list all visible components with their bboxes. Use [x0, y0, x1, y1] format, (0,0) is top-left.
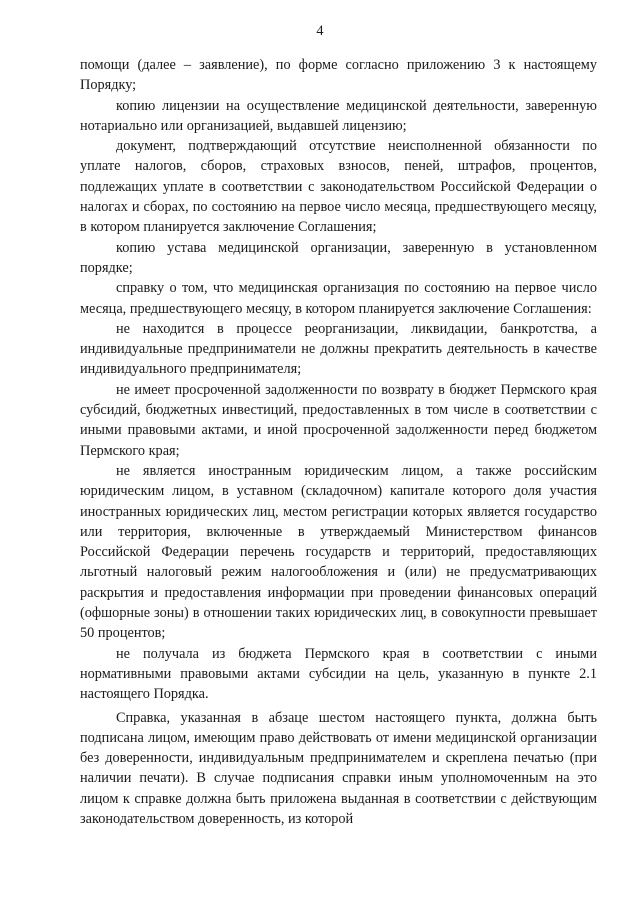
document-body — [80, 55, 597, 829]
paragraph-application-form: помощи (далее – заявление), по форме согласно приложению 3 к настоящему Порядку; — [80, 57, 597, 94]
paragraph-no-overdue-debt: не имеет просроченной задолженности по возврату в бюджет Пермского края субсидий, бюджетных инвестиций, предоставленных в том числе в соответствии с иными правовыми актами, и иной просроченной задолженности перед бюджетом Пермского края; — [80, 381, 597, 459]
paragraph-license-copy: копию лицензии на осуществление медицинской деятельности, заверенную нотариально или организацией, выдавшей лицензию; — [80, 97, 597, 134]
paragraph-no-reorganization: не находится в процессе реорганизации, ликвидации, банкротства, а индивидуальные предприниматели не должны прекратить деятельность в качестве индивидуального предпринимателя; — [80, 320, 597, 378]
paragraph-not-foreign-entity: не является иностранным юридическим лицом, а также российским юридическим лицом, в уставном (складочном) капитале которого доля участия иностранных юридических лиц, местом регистрации которых является государство или территория, включенные в утверждаемый Министерством финансов Российской Федерации перечень государств и территорий, предоставляющих льготный налоговый режим налогообложения и (или) не предусматривающих раскрытия и предоставления информации при проведении финансовых операций (офшорные зоны) в отношении таких юридических лиц, в совокупности превышает 50 процентов; — [80, 462, 597, 642]
paragraph-certificate-signature: Справка, указанная в абзаце шестом настоящего пункта, должна быть подписана лицом, имеющим право действовать от имени медицинской организации без доверенности, индивидуальным предпринимателем и скреплена печатью (при наличии печати). В случае подписания справки иным уполномоченным на это лицом к справке должна быть приложена выданная в соответствии с действующим законодательством доверенность, из которой — [80, 709, 597, 827]
paragraph-charter-copy: копию устава медицинской организации, заверенную в установленном порядке; — [80, 239, 597, 276]
page-number: 4 — [316, 23, 324, 39]
paragraph-no-other-subsidies: не получала из бюджета Пермского края в соответствии с иными нормативными правовыми актами субсидии на цель, указанную в пункте 2.1 настоящего Порядка. — [80, 645, 597, 703]
paragraph-tax-document: документ, подтверждающий отсутствие неисполненной обязанности по уплате налогов, сборов, страховых взносов, пеней, штрафов, процентов, подлежащих уплате в соответствии с законодательством Российской Федерации о налогах и сборах, по состоянию на первое число месяца, предшествующего месяцу, в котором планируется заключение Соглашения; — [80, 138, 597, 236]
paragraph-certificate-intro: справку о том, что медицинская организация по состоянию на первое число месяца, предшествующего месяцу, в котором планируется заключение Соглашения: — [80, 280, 597, 317]
